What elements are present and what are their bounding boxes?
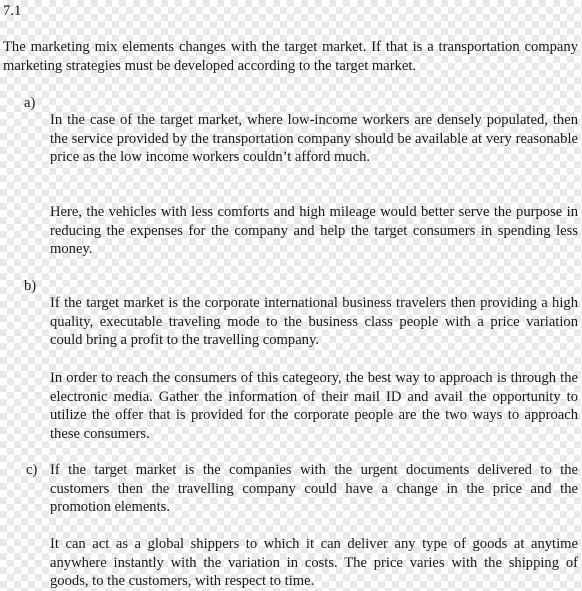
item-b-paragraph-2: In order to reach the consumers of this categeory, the best way to approach is through the electronic media. Gather the information of their mail ID and avail the opportunity to utilize the offer that is provided for the corporate people are the two ways to approach these consumers. (50, 370, 578, 442)
item-marker-b: b) (24, 278, 37, 294)
item-marker-c: c) (26, 462, 38, 478)
item-c-paragraph-2: It can act as a global shippers to which it can deliver any type of goods at anytime anywhere instantly with the variation in costs. The price varies with the shipping of goods, to the customers, with respect to time. (50, 536, 578, 589)
intro-paragraph: The marketing mix elements changes with the target market. If that is a transportation company marketing strategies must be developed according to the target market. (3, 39, 578, 74)
item-a-paragraph-1: In the case of the target market, where low-income workers are densely populated, then the service provided by the transportation company should be available at very reasonable price as the low income workers couldn’t afford much. (50, 112, 578, 165)
item-c-paragraph-1: If the target market is the companies with the urgent documents delivered to the customers then the travelling company could have a change in the price and the promotion elements. (50, 462, 578, 515)
item-a-paragraph-2: Here, the vehicles with less comforts and high mileage would better serve the purpose in reducing the expenses for the company and help the target consumers in spending less money. (50, 204, 578, 257)
section-number: 7.1 (3, 3, 22, 19)
item-b-paragraph-1: If the target market is the corporate international business travelers then providing a high quality, executable traveling mode to the business class people with a price variation could bring a profit to the travelling company. (50, 295, 578, 348)
item-marker-a: a) (24, 95, 36, 111)
